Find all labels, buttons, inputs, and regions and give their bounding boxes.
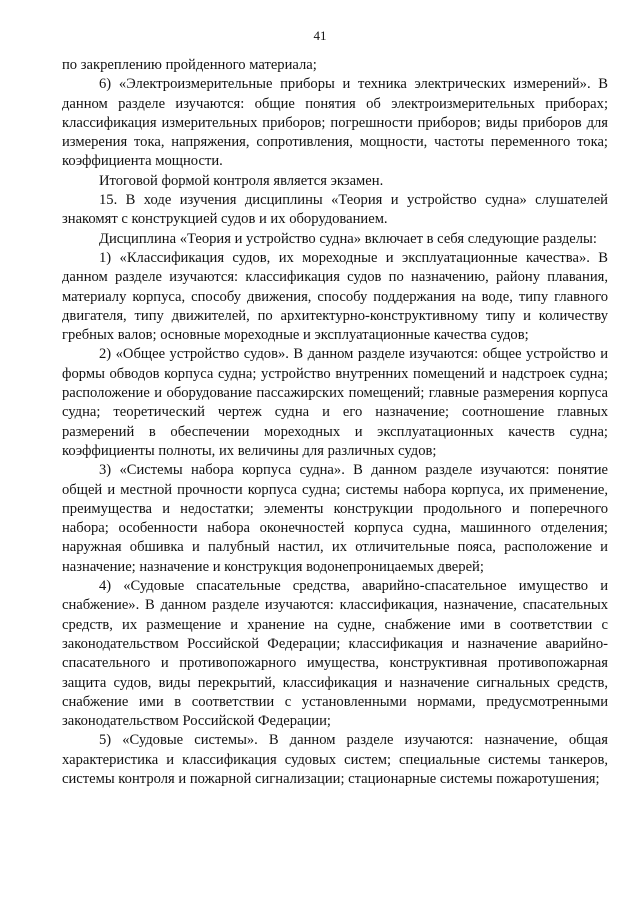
paragraph-section-3: 3) «Системы набора корпуса судна». В данном разделе изучаются: понятие общей и местной прочности корпуса судна; системы набора корпуса, их применение, преимущества и недостатки; элементы конструкции продольного и поперечного набора; особенности набора оконечностей корпуса судна, машинного отделения; наружная обшивка и палубный настил, их отличительные пояса, расположение и назначение; назначение и конструкция водонепроницаемых дверей; (62, 462, 608, 575)
paragraph-exam: Итоговой формой контроля является экзамен. (99, 172, 384, 189)
paragraph-discipline-intro: Дисциплина «Теория и устройство судна» включает в себя следующие разделы: (99, 230, 597, 247)
page-number: 41 (313, 28, 327, 43)
paragraph-section-4: 4) «Судовые спасательные средства, аварийно-спасательное имущество и снабжение». В данном разделе изучаются: классификация, назначение, спасательных средств, их размещение и хранение на судне, снабжение ими в соответствии с законодательством Российской Федерации; классификация и назначение аварийно-спасательного и противопожарного имущества, конструктивная противопожарная защита судов, виды перекрытий, классификация и назначение сигнальных средств, снабжение ими в соответствии с установленными нормами, предусмотренными законодательством Российской Федерации; (62, 578, 608, 730)
paragraph-section-6: 6) «Электроизмерительные приборы и техника электрических измерений». В данном разделе изучаются: общие понятия об электроизмерительных приборах; классификация измерительных приборов; погрешности приборов; виды приборов для измерения тока, напряжения, сопротивления, мощности, частоты переменного тока; коэффициента мощности. (62, 76, 608, 170)
body-text (62, 56, 608, 789)
paragraph-section-2: 2) «Общее устройство судов». В данном разделе изучаются: общее устройство и формы обводов корпуса судна; устройство внутренних помещений и надстроек судна; расположение и оборудование пассажирских помещений; главные размерения корпуса судна; теоретический чертеж судна и его назначение; соотношение главных размерений в обеспечении мореходных и эксплуатационных качеств судна; коэффициенты полноты, их величины для различных судов; (62, 346, 608, 459)
paragraph-continuation: по закреплению пройденного материала; (62, 57, 317, 73)
paragraph-section-1: 1) «Классификация судов, их мореходные и эксплуатационные качества». В данном разделе изучаются: классификация судов по назначению, району плавания, материалу корпуса, способу движения, способу поддержания на воде, типу главного двигателя, типу движителей, по архитектурно-конструктивному типу и количеству гребных валов; основные мореходные и эксплуатационные качества судов; (62, 249, 608, 344)
paragraph-item-15: 15. В ходе изучения дисциплины «Теория и устройство судна» слушателей знакомят с конструкцией судов и их оборудованием. (62, 192, 608, 228)
paragraph-section-5: 5) «Судовые системы». В данном разделе изучаются: назначение, общая характеристика и классификация судовых систем; специальные системы танкеров, системы контроля и пожарной сигнализации; стационарные системы пожаротушения; (62, 732, 608, 787)
